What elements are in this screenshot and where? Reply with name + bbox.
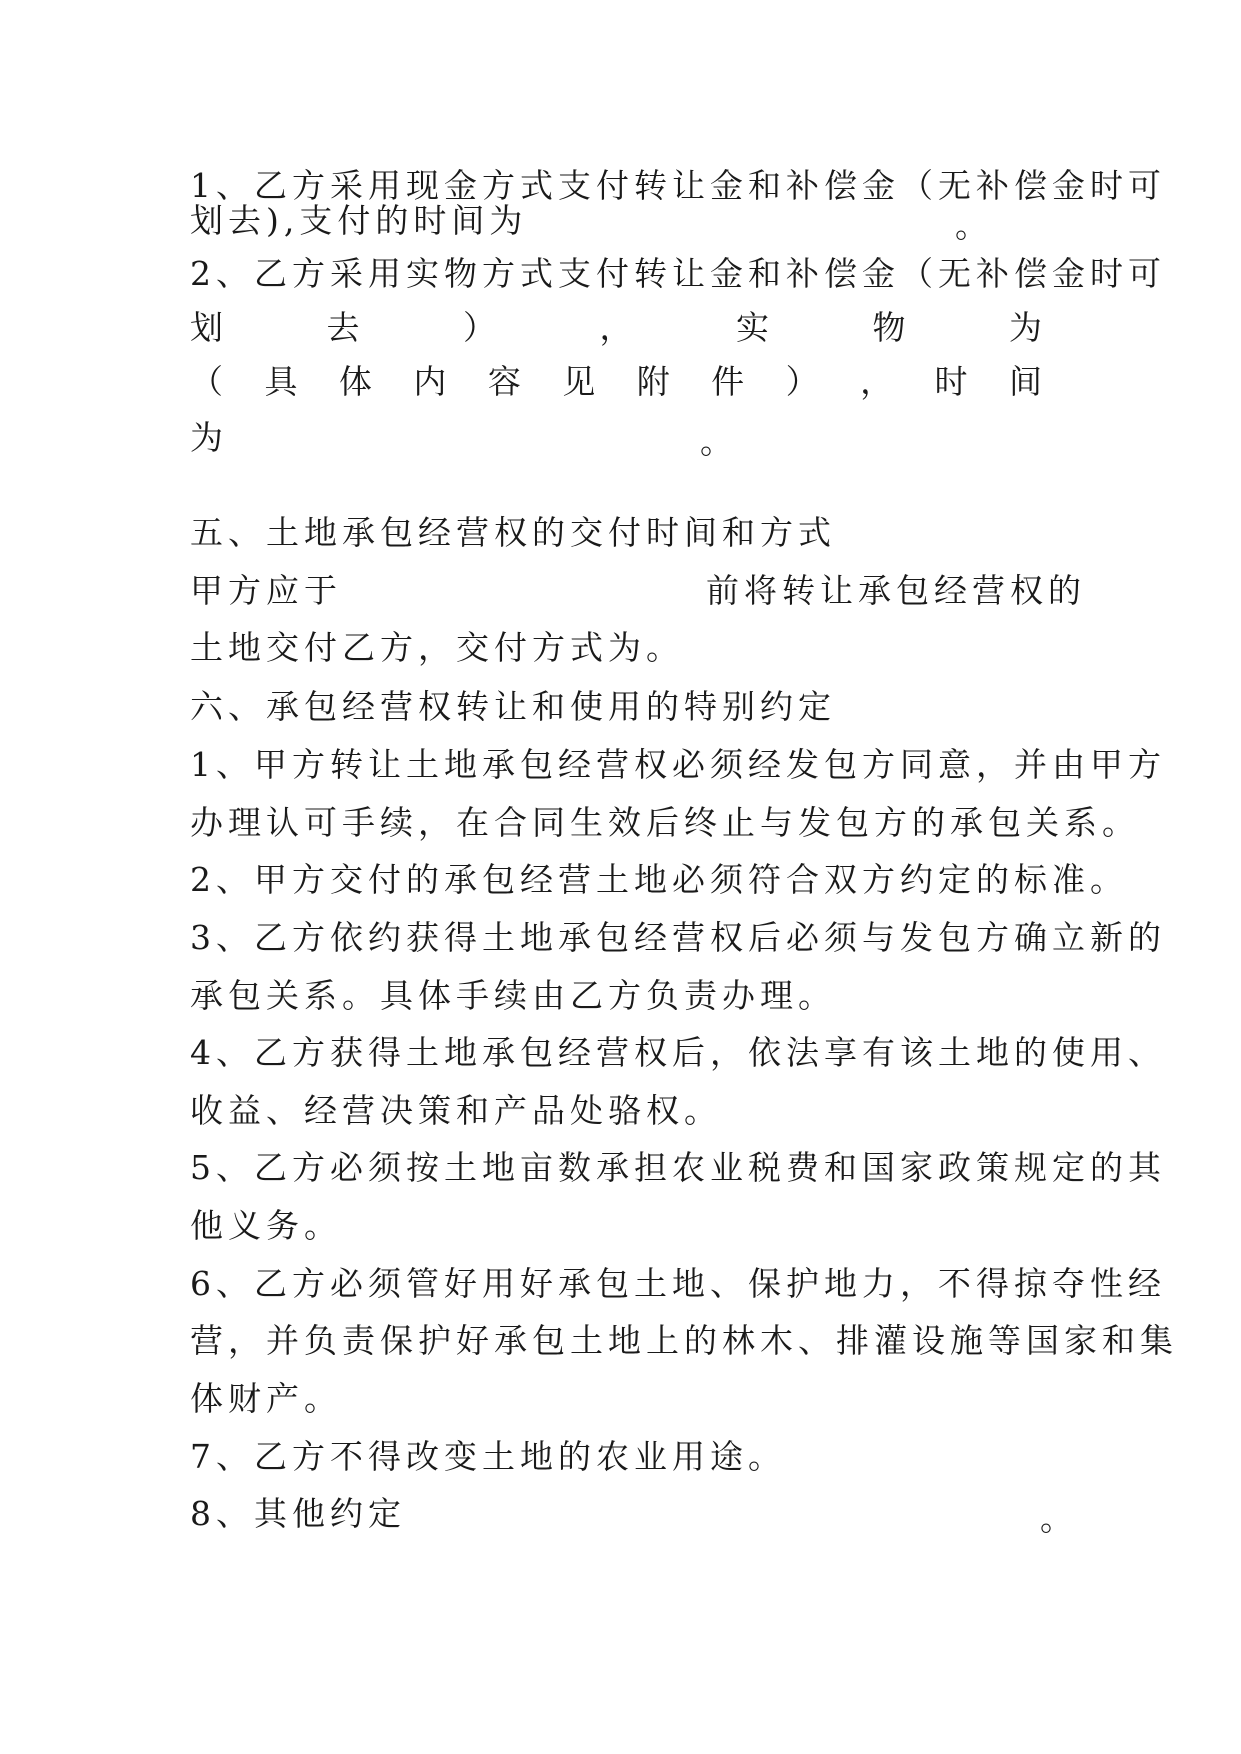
text-line-4-char: 去 — [326, 308, 360, 347]
text-line-18: 5、乙方必须按土地亩数承担农业税费和国家政策规定的其 — [190, 1148, 1166, 1187]
text-line-5-char: （ — [190, 362, 223, 401]
text-line-4-char: ， — [599, 308, 633, 347]
text-line-5-char: ） — [785, 362, 819, 401]
text-line-15: 承包关系。具体手续由乙方负责办理。 — [190, 976, 836, 1015]
text-line-5-char: 容 — [487, 362, 521, 401]
text-line-3: 2、乙方采用实物方式支付转让金和补偿金（无补偿金时可 — [190, 254, 1166, 293]
text-line-5-char: 间 — [1008, 362, 1042, 401]
section-heading-5: 五、土地承包经营权的交付时间和方式 — [190, 513, 836, 552]
text-line-24: 8、其他约定 — [190, 1494, 406, 1533]
text-line-12: 办理认可手续，在合同生效后终止与发包方的承包关系。 — [190, 803, 1140, 842]
section-heading-6: 六、承包经营权转让和使用的特别约定 — [190, 687, 836, 726]
text-line-4-char: 物 — [872, 308, 906, 347]
text-line-6-period: 。 — [700, 422, 733, 461]
text-line-13: 2、甲方交付的承包经营土地必须符合双方约定的标准。 — [190, 860, 1128, 899]
text-line-5-char: 附 — [636, 362, 670, 401]
text-line-5-char: 具 — [264, 362, 298, 401]
text-line-14: 3、乙方依约获得土地承包经营权后必须与发包方确立新的 — [190, 918, 1166, 957]
text-line-16: 4、乙方获得土地承包经营权后，依法享有该土地的使用、 — [190, 1033, 1166, 1072]
text-line-2: 划去),支付的时间为 — [190, 201, 528, 240]
text-line-5-char: 体 — [338, 362, 372, 401]
text-line-24-period: 。 — [1040, 1499, 1073, 1538]
text-line-5-char: 件 — [711, 362, 745, 401]
text-line-19: 他义务。 — [190, 1206, 342, 1245]
text-line-4-char: 为 — [1009, 308, 1042, 347]
text-line-1: 1、乙方采用现金方式支付转让金和补偿金（无补偿金时可 — [190, 166, 1166, 205]
text-line-8-end: 前将转让承包经营权的 — [706, 571, 1086, 610]
text-line-4 — [190, 299, 1042, 357]
text-line-23: 7、乙方不得改变土地的农业用途。 — [190, 1437, 786, 1476]
text-line-4-char: ） — [463, 308, 496, 347]
text-line-11: 1、甲方转让土地承包经营权必须经发包方同意，并由甲方 — [190, 745, 1166, 784]
text-line-6: 为 — [190, 418, 228, 457]
text-line-20: 6、乙方必须管好用好承包土地、保护地力，不得掠夺性经 — [190, 1264, 1166, 1303]
text-line-17: 收益、经营决策和产品处骆权。 — [190, 1091, 722, 1130]
text-line-5-char: 时 — [934, 362, 968, 401]
text-line-5-char: ， — [860, 362, 894, 401]
text-line-5-char: 内 — [413, 362, 447, 401]
text-line-4-char: 实 — [736, 308, 769, 347]
text-line-5 — [190, 353, 1042, 411]
text-line-2-period: 。 — [955, 206, 988, 245]
text-line-8-start: 甲方应于 — [190, 571, 342, 610]
text-line-9: 土地交付乙方，交付方式为。 — [190, 628, 684, 667]
text-line-22: 体财产。 — [190, 1379, 342, 1418]
text-line-4-char: 划 — [190, 308, 223, 347]
text-line-21: 营，并负责保护好承包土地上的林木、排灌设施等国家和集 — [190, 1321, 1178, 1360]
text-line-5-char: 见 — [562, 362, 596, 401]
